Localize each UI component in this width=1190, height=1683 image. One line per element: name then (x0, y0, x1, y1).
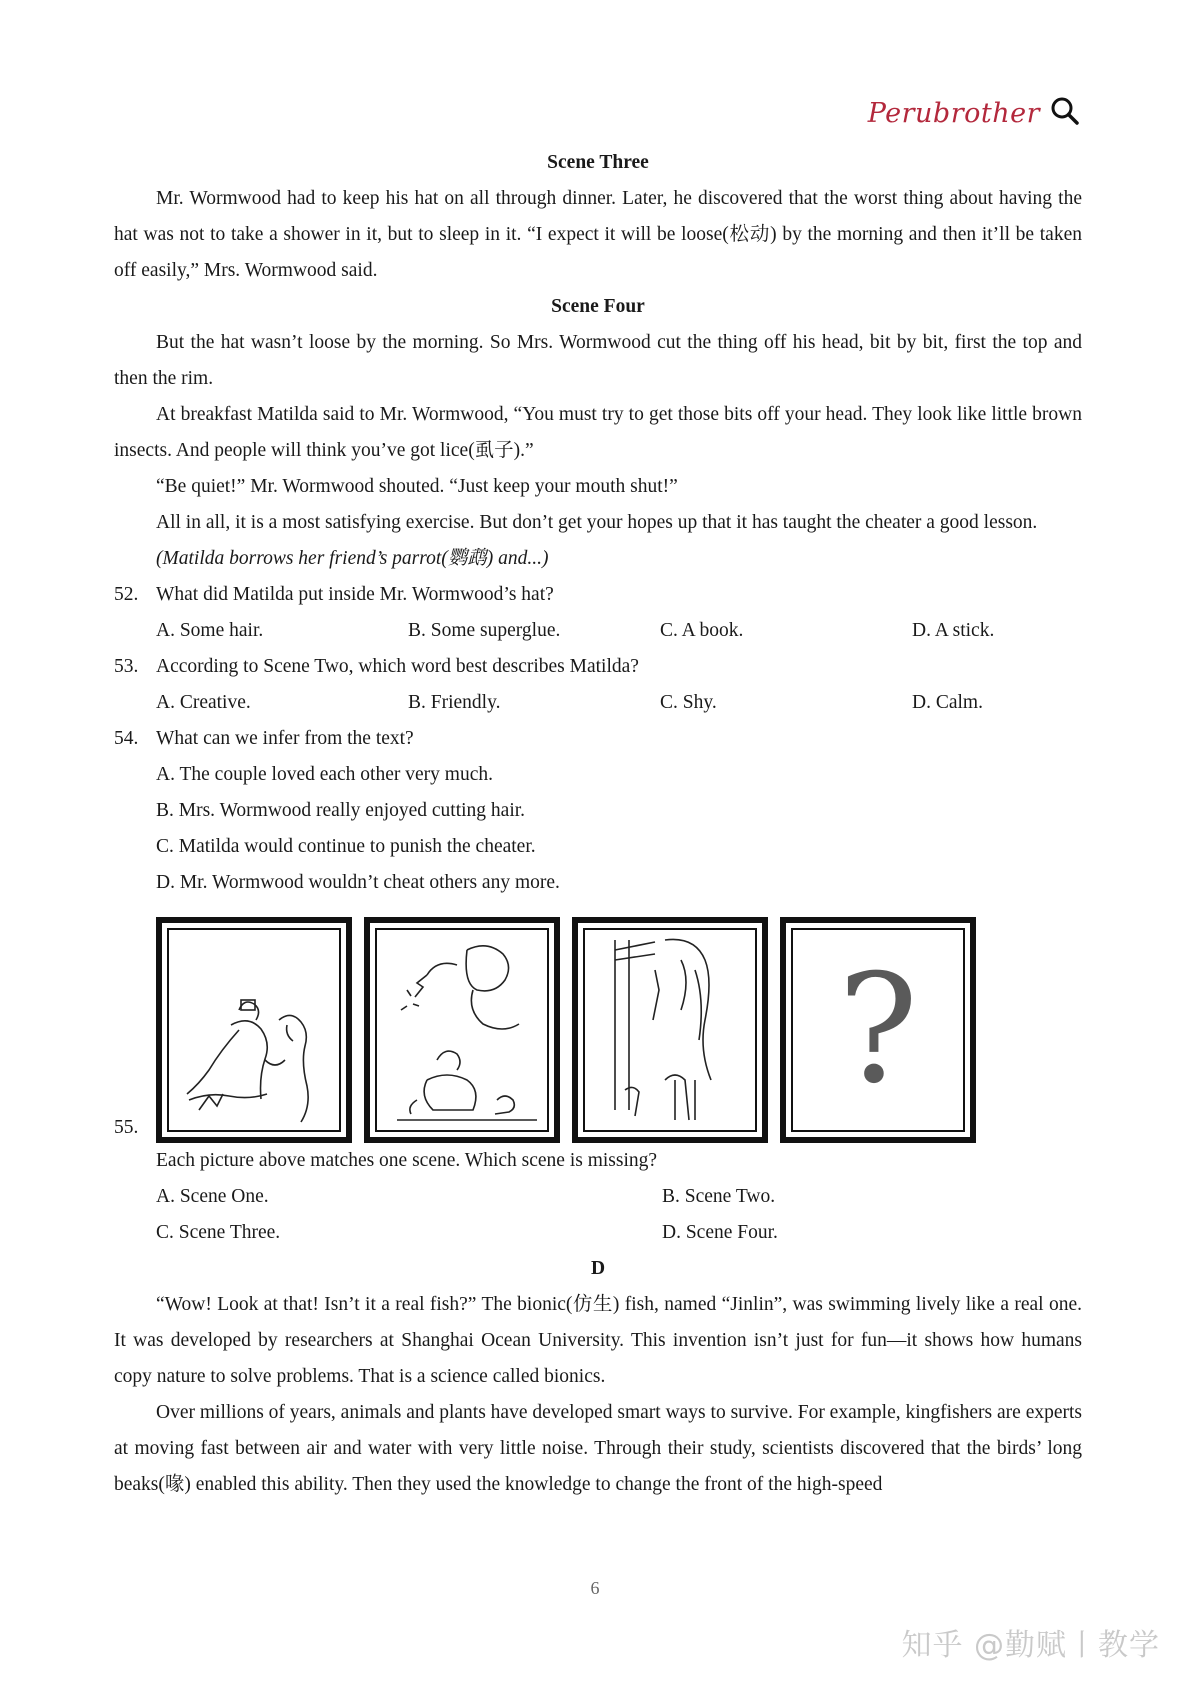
question-54 (114, 721, 1082, 757)
scene-four-paragraph: “Be quiet!” Mr. Wormwood shouted. “Just keep your mouth shut!” (156, 476, 678, 497)
picture-1 (156, 917, 352, 1143)
picture-3 (572, 917, 768, 1143)
picture-question-mark (780, 917, 976, 1143)
option-d: D. Calm. (912, 692, 983, 713)
question-55-options (114, 1179, 1082, 1215)
question-number: 54. (114, 728, 139, 749)
section-d-paragraph: “Wow! Look at that! Isn’t it a real fish?” The bionic(仿生) fish, named “Jinlin”, was swimming lively like a real one. It was developed by researchers at Shanghai Ocean University. This invention isn’t just for fun—it shows how humans copy nature to solve problems. That is a science called bionics. (114, 1294, 1082, 1387)
question-number: 55. (114, 1117, 139, 1138)
brand-logo (868, 96, 1080, 131)
document-body (114, 145, 1082, 1503)
italic-note: (Matilda borrows her friend’s parrot(鹦鹉) and...) (156, 548, 549, 569)
picture-2 (364, 917, 560, 1143)
question-number: 53. (114, 656, 139, 677)
section-d-paragraph: Over millions of years, animals and plants have developed smart ways to survive. For example, kingfishers are experts at moving fast between air and water with very little noise. Through their study, scientists discovered that the birds’ long beaks(喙) enabled this ability. Then they used the knowledge to change the front of the high-speed (114, 1402, 1083, 1495)
option-b: B. Scene Two. (662, 1186, 776, 1207)
option-d: D. Mr. Wormwood wouldn’t cheat others any more. (156, 872, 560, 893)
question-mark: ? (837, 943, 919, 1117)
option-c: C. Shy. (660, 692, 717, 713)
question-text: According to Scene Two, which word best describes Matilda? (156, 656, 639, 677)
option-c: C. A book. (660, 620, 744, 641)
option-b: B. Some superglue. (408, 620, 561, 641)
scene-four-paragraph: At breakfast Matilda said to Mr. Wormwood, “You must try to get those bits off your head. They look like little brown insects. And people will think you’ve got lice(虱子).” (114, 404, 1082, 461)
question-text: What did Matilda put inside Mr. Wormwood’s hat? (156, 584, 554, 605)
question-52-options (114, 613, 1082, 649)
question-52 (114, 577, 1082, 613)
sketch-illustration (169, 930, 339, 1130)
question-53-options (114, 685, 1082, 721)
scene-four-heading: Scene Four (551, 296, 645, 317)
question-text: What can we infer from the text? (156, 728, 414, 749)
option-a: A. Creative. (156, 692, 251, 713)
question-55-text: Each picture above matches one scene. Which scene is missing? (156, 1150, 658, 1171)
option-a: A. Scene One. (156, 1186, 269, 1207)
watermark: 知乎 @勤赋丨教学 (901, 1628, 1160, 1663)
sketch-illustration (377, 930, 547, 1130)
option-c: C. Matilda would continue to punish the cheater. (156, 836, 536, 857)
option-d: D. Scene Four. (662, 1222, 778, 1243)
option-b: B. Mrs. Wormwood really enjoyed cutting hair. (156, 800, 526, 821)
question-55-options (114, 1215, 1082, 1251)
brand-text: Perubrother (867, 98, 1040, 129)
scene-four-paragraph: All in all, it is a most satisfying exercise. But don’t get your hopes up that it has taught the cheater a good lesson. (156, 512, 1038, 533)
option-b: B. Friendly. (408, 692, 501, 713)
page-number: 6 (590, 1578, 600, 1598)
section-d-heading: D (590, 1258, 606, 1279)
option-c: C. Scene Three. (156, 1222, 281, 1243)
search-icon (1050, 96, 1080, 131)
question-55-pictures (114, 903, 1082, 1143)
sketch-illustration (585, 930, 755, 1130)
question-53 (114, 649, 1082, 685)
option-a: A. The couple loved each other very much. (156, 764, 493, 785)
scene-three-text: Mr. Wormwood had to keep his hat on all through dinner. Later, he discovered that the worst thing about having the hat was not to take a shower in it, but to sleep in it. “I expect it will be loose(松动) by the morning and then it’ll be taken off easily,” Mrs. Wormwood said. (114, 188, 1082, 281)
question-number: 52. (114, 584, 139, 605)
scene-three-heading: Scene Three (547, 152, 649, 173)
scene-four-paragraph: But the hat wasn’t loose by the morning. So Mrs. Wormwood cut the thing off his head, bit by bit, first the top and then the rim. (114, 332, 1082, 389)
option-d: D. A stick. (912, 620, 995, 641)
option-a: A. Some hair. (156, 620, 264, 641)
